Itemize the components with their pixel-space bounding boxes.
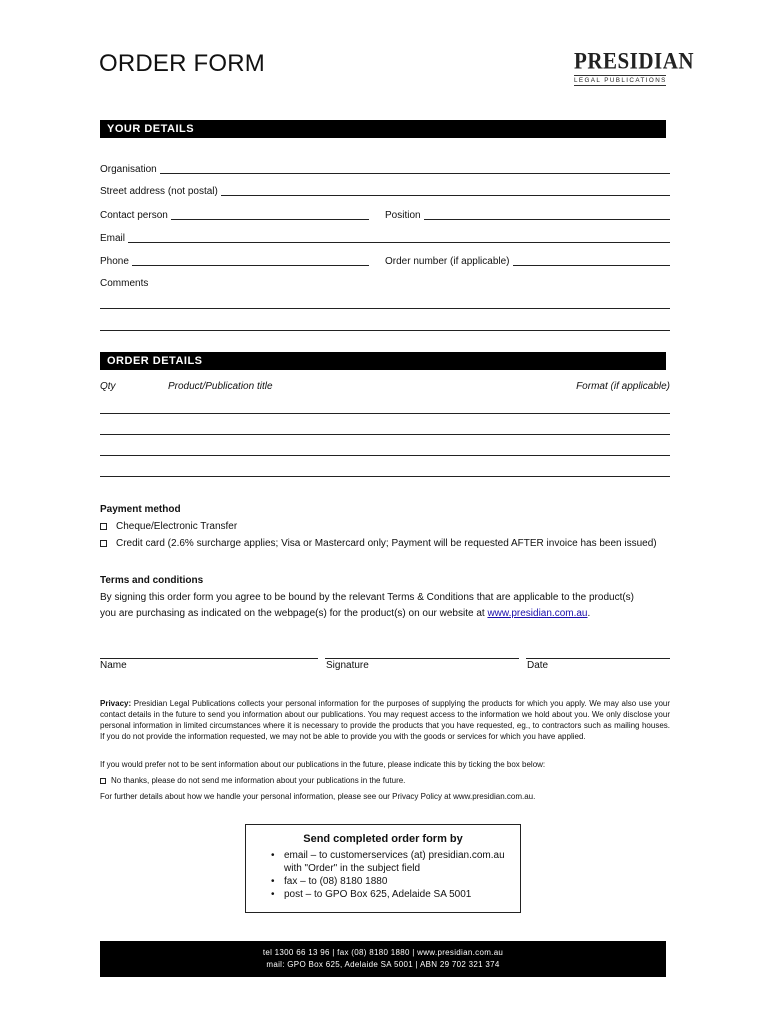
order-line-1[interactable] — [100, 413, 670, 414]
send-fax-text: fax – to (08) 8180 1880 — [284, 876, 388, 887]
footer-line-2: mail: GPO Box 625, Adelaide SA 5001 | ABN 29 702 321 374 — [266, 960, 500, 969]
bullet: • — [271, 889, 275, 900]
order-line-3[interactable] — [100, 455, 670, 456]
cheque-checkbox[interactable] — [100, 523, 107, 530]
street-address-label: Street address (not postal) — [100, 186, 218, 197]
organisation-line[interactable] — [160, 173, 670, 174]
email-line[interactable] — [128, 242, 670, 243]
page-title: ORDER FORM — [99, 50, 265, 77]
your-details-heading: YOUR DETAILS — [100, 120, 666, 138]
email-field[interactable] — [100, 231, 670, 245]
terms-line-1: By signing this order form you agree to be bound by the relevant Terms & Conditions that are applicable to the product(s) — [100, 592, 635, 603]
logo-subtitle: LEGAL PUBLICATIONS — [574, 77, 667, 84]
send-post-text: post – to GPO Box 625, Adelaide SA 5001 — [284, 889, 472, 900]
privacy-policy-note: For further details about how we handle your personal information, please see our Privacy Policy at www.presidian.com.au. — [100, 792, 536, 801]
footer-contact-bar — [100, 941, 666, 977]
terms-line-2-text: you are purchasing as indicated on the webpage(s) for the product(s) on our website at — [100, 608, 488, 619]
logo-wordmark: PRESIDIAN — [574, 47, 695, 75]
cheque-label: Cheque/Electronic Transfer — [116, 521, 238, 532]
send-email-subject: with "Order" in the subject field — [284, 863, 421, 874]
privacy-paragraph — [100, 698, 670, 742]
contact-person-line[interactable] — [171, 219, 369, 220]
comments-line-1[interactable] — [100, 308, 670, 309]
organisation-label: Organisation — [100, 164, 157, 175]
privacy-text: Presidian Legal Publications collects your personal information for the purposes of supplying the products for which you apply. We may also use your contact details in the future to send you information about our publications. You may request access to the information we hold about you. We only disclose your personal information in limited circumstances where it is necessary to provide the products that you have requested, eg., to contractors such as mailing houses. If you do not provide the information requested, we may not be able to provide you with the goods or services for which you have applied. — [100, 699, 670, 741]
send-methods-list — [246, 849, 520, 901]
street-address-line[interactable] — [221, 195, 670, 196]
comments-label: Comments — [100, 278, 149, 289]
format-column-header: Format (if applicable) — [576, 381, 670, 392]
send-method-email — [271, 849, 520, 875]
signature-label: Signature — [326, 660, 369, 671]
order-number-field[interactable] — [385, 254, 670, 268]
optout-intro: If you would prefer not to be sent information about our publications in the future, please indicate this by ticking the box below: — [100, 760, 546, 769]
send-method-post — [271, 888, 520, 901]
qty-column-header: Qty — [100, 381, 116, 392]
name-line[interactable] — [100, 658, 318, 659]
contact-person-label: Contact person — [100, 210, 168, 221]
order-line-4[interactable] — [100, 476, 670, 477]
send-heading: Send completed order form by — [303, 833, 463, 845]
optout-checkbox[interactable] — [100, 778, 106, 784]
bullet: • — [271, 850, 275, 861]
date-line[interactable] — [526, 658, 670, 659]
order-line-2[interactable] — [100, 434, 670, 435]
date-label: Date — [527, 660, 549, 671]
terms-heading: Terms and conditions — [100, 575, 204, 586]
phone-field[interactable] — [100, 254, 369, 268]
street-address-field[interactable] — [100, 184, 670, 198]
payment-option-cheque[interactable] — [100, 521, 237, 532]
payment-option-card[interactable] — [100, 538, 657, 549]
card-label: Credit card (2.6% surcharge applies; Visa or Mastercard only; Payment will be requested AFTER invoice has been issued) — [116, 538, 657, 549]
footer-line-1: tel 1300 66 13 96 | fax (08) 8180 1880 | www.presidian.com.au — [262, 948, 504, 957]
order-number-label: Order number (if applicable) — [385, 256, 510, 267]
payment-heading: Payment method — [100, 504, 181, 515]
optout-row[interactable] — [100, 775, 670, 786]
terms-text — [100, 590, 675, 622]
comments-line-2[interactable] — [100, 330, 670, 331]
signature-line[interactable] — [325, 658, 519, 659]
organisation-field[interactable] — [100, 162, 670, 176]
phone-line[interactable] — [132, 265, 369, 266]
terms-line-2-end: . — [587, 608, 591, 619]
send-instructions-box — [245, 824, 521, 913]
presidian-logo — [574, 47, 695, 86]
optout-label: No thanks, please do not send me information about your publications in the future. — [111, 776, 406, 785]
card-checkbox[interactable] — [100, 540, 107, 547]
website-link[interactable]: www.presidian.com.au — [487, 608, 588, 619]
bullet: • — [271, 876, 275, 887]
email-label: Email — [100, 233, 126, 244]
position-field[interactable] — [385, 208, 670, 222]
name-label: Name — [100, 660, 127, 671]
order-number-line[interactable] — [513, 265, 671, 266]
send-email-text: email – to customerservices (at) presidian.com.au — [284, 850, 505, 861]
terms-line-2 — [100, 606, 675, 622]
order-details-heading: ORDER DETAILS — [100, 352, 666, 370]
position-label: Position — [385, 210, 421, 221]
send-method-fax — [271, 875, 520, 888]
phone-label: Phone — [100, 256, 129, 267]
position-line[interactable] — [424, 219, 670, 220]
contact-person-field[interactable] — [100, 208, 369, 222]
title-column-header: Product/Publication title — [168, 381, 273, 392]
privacy-label: Privacy: — [100, 699, 132, 708]
